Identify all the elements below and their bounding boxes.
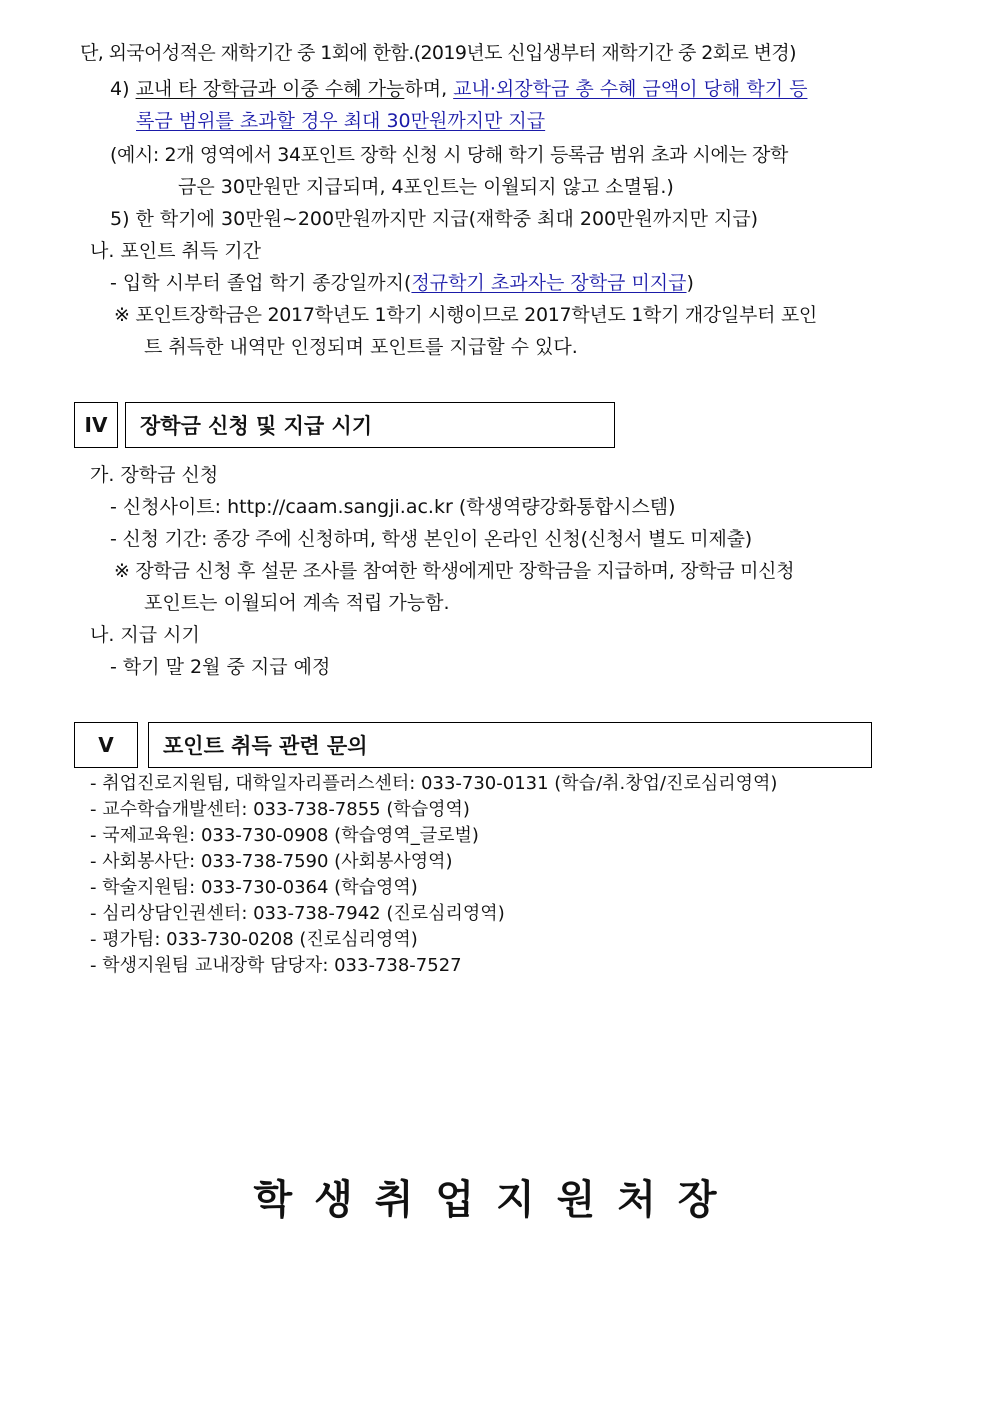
period-heading: 나. 포인트 취득 기간 <box>90 240 261 262</box>
foreign-language-note: 단, 외국어성적은 재학기간 중 1회에 한함.(2019년도 신입생부터 재학기간 중 2회로 변경) <box>80 42 796 64</box>
period-item <box>110 268 694 298</box>
item-4-number: 4) <box>110 78 130 100</box>
period-item-post: ) <box>686 272 694 294</box>
section-5-number: V <box>74 722 138 768</box>
point-note-line-1: ※ 포인트장학금은 2017학년도 1학기 시행이므로 2017학년도 1학기 개강일부터 포인 <box>114 304 817 326</box>
apply-site: - 신청사이트: http://caam.sangji.ac.kr (학생역량강화통합시스템) <box>110 496 676 518</box>
contact-item: - 교수학습개발센터: 033-738-7855 (학습영역) <box>90 799 470 820</box>
item-5: 5) 한 학기에 30만원~200만원까지만 지급(재학중 최대 200만원까지만 지급) <box>110 208 759 230</box>
pay-heading: 나. 지급 시기 <box>90 624 200 646</box>
item-4-double-benefit: 교내 타 장학금과 이중 수혜 가능 <box>135 78 405 100</box>
period-item-underlined: 정규학기 초과자는 장학금 미지급 <box>411 272 687 294</box>
contact-item: - 국제교육원: 033-730-0908 (학습영역_글로벌) <box>90 825 479 846</box>
contact-item: - 학생지원팀 교내장학 담당자: 033-738-7527 <box>90 955 462 976</box>
item-4-line-1 <box>110 74 807 104</box>
apply-heading: 가. 장학금 신청 <box>90 464 219 486</box>
contact-item: - 사회봉사단: 033-738-7590 (사회봉사영역) <box>90 851 453 872</box>
pay-item: - 학기 말 2월 중 지급 예정 <box>110 656 331 678</box>
section-4-title: 장학금 신청 및 지급 시기 <box>125 402 615 448</box>
period-item-pre: - 입학 시부터 졸업 학기 종강일까지( <box>110 272 412 294</box>
apply-note-line-2: 포인트는 이월되어 계속 적립 가능함. <box>144 592 450 614</box>
example-line-2: 금은 30만원만 지급되며, 4포인트는 이월되지 않고 소멸됨.) <box>178 176 674 198</box>
issuer-signature: 학생취업지원처장 <box>253 1177 739 1223</box>
contact-item: - 학술지원팀: 033-730-0364 (학습영역) <box>90 877 418 898</box>
contact-item: - 평가팀: 033-730-0208 (진로심리영역) <box>90 929 418 950</box>
item-4-limit-b: 록금 범위를 초과할 경우 최대 30만원까지만 지급 <box>136 110 546 132</box>
item-4-line-2 <box>136 106 545 136</box>
contact-item: - 심리상담인권센터: 033-738-7942 (진로심리영역) <box>90 903 505 924</box>
point-note-line-2: 트 취득한 내역만 인정되며 포인트를 지급할 수 있다. <box>144 336 578 358</box>
apply-note-line-1: ※ 장학금 신청 후 설문 조사를 참여한 학생에게만 장학금을 지급하며, 장학금 미신청 <box>114 560 795 582</box>
example-line-1: (예시: 2개 영역에서 34포인트 장학 신청 시 당해 학기 등록금 범위 초과 시에는 장학 <box>110 144 788 166</box>
section-5-title: 포인트 취득 관련 문의 <box>148 722 872 768</box>
item-4-limit-a: 교내·외장학금 총 수혜 금액이 당해 학기 등 <box>453 78 808 100</box>
item-4-connector: 하며, <box>404 78 448 100</box>
contact-item: - 취업진로지원팀, 대학일자리플러스센터: 033-730-0131 (학습/취.창업/진로심리영역) <box>90 773 778 794</box>
apply-period: - 신청 기간: 종강 주에 신청하며, 학생 본인이 온라인 신청(신청서 별도 미제출) <box>110 528 752 550</box>
section-4-number: IV <box>74 402 118 448</box>
